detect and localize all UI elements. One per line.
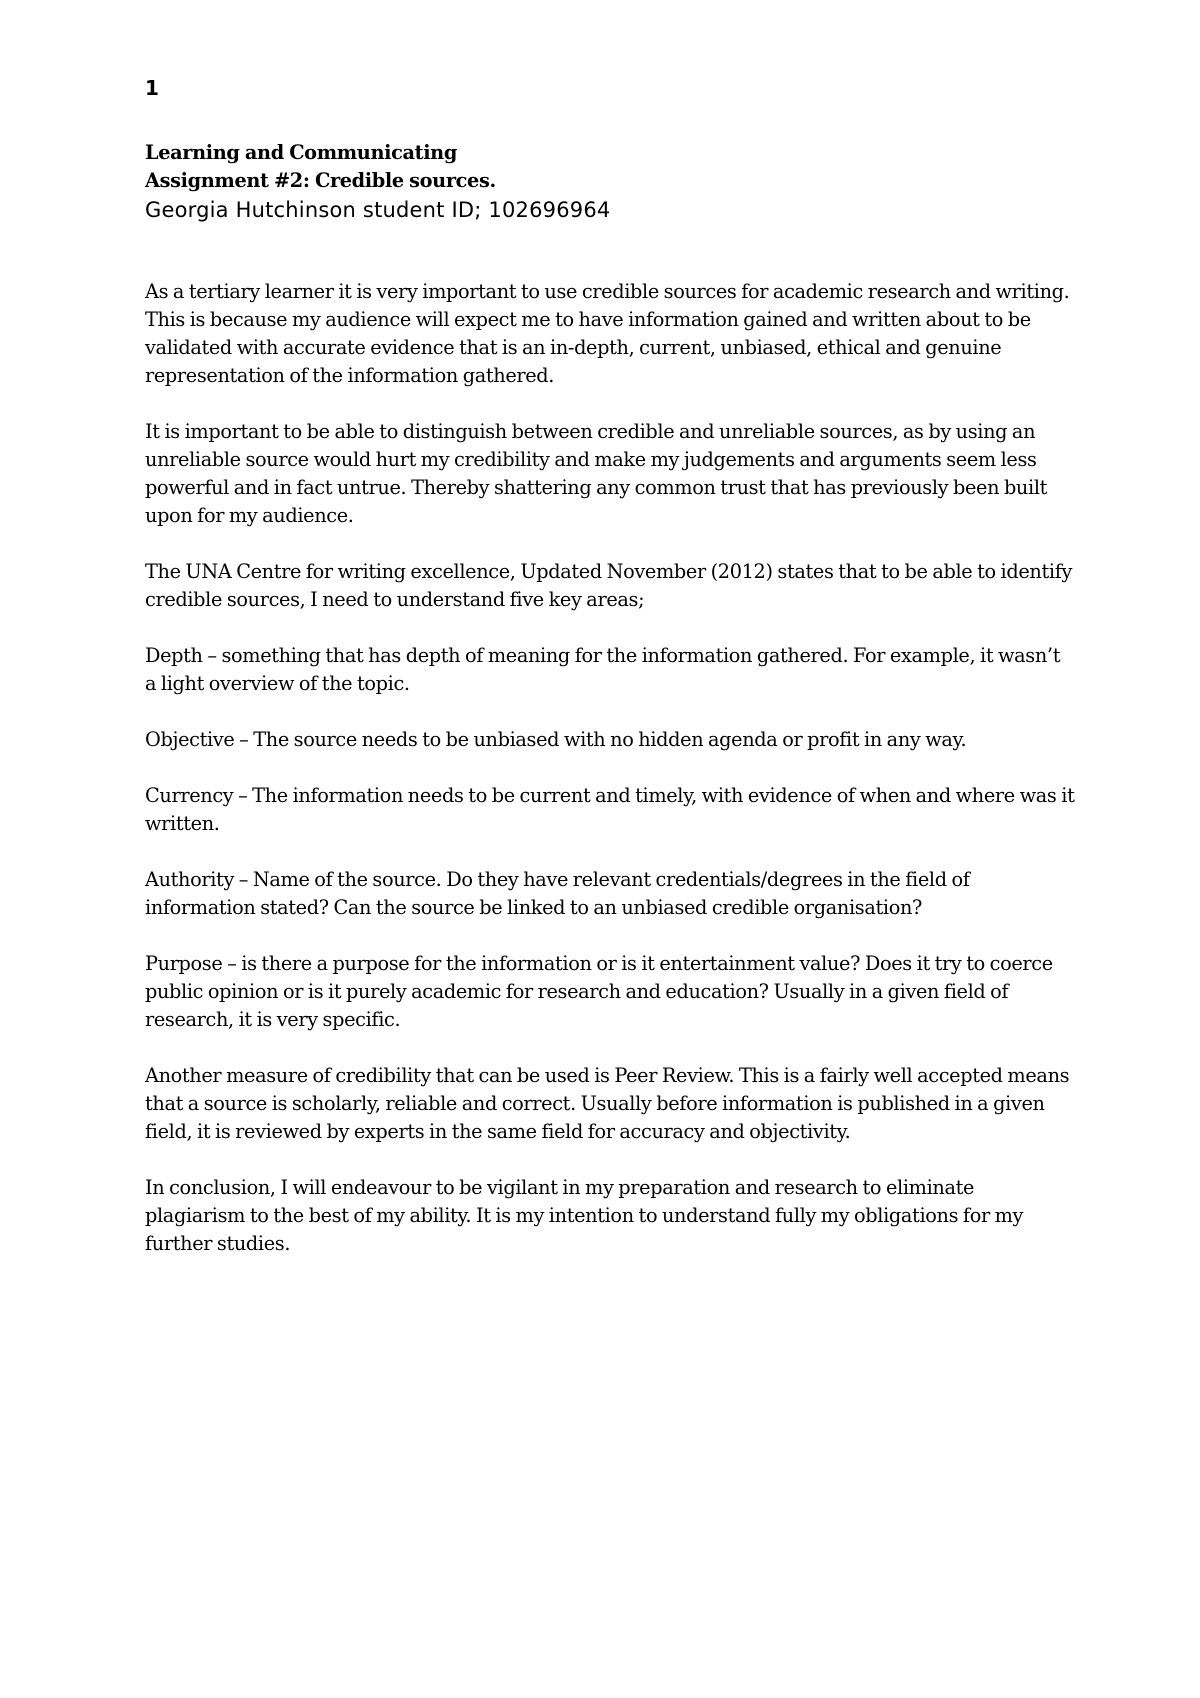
paragraph-currency: Currency – The information needs to be current and timely, with evidence of when and where was it written. — [145, 784, 1075, 835]
page-number: 1 — [145, 76, 159, 100]
paragraph-depth: Depth – something that has depth of meaning for the information gathered. For example, it wasn’t a light overview of the topic. — [145, 644, 1061, 695]
paragraph-intro: As a tertiary learner it is very important to use credible sources for academic research and writing. This is because my audience will expect me to have information gained and written about to be validated with accurate evidence that is an in-depth, current, unbiased, ethical and genuine representation of the information gathered. — [145, 280, 1070, 387]
course-title: Learning and Communicating — [145, 141, 457, 164]
paragraph-peer-review: Another measure of credibility that can be used is Peer Review. This is a fairly well accepted means that a source is scholarly, reliable and correct. Usually before information is published in a given field, it is reviewed by experts in the same field for accuracy and objectivity. — [145, 1064, 1070, 1143]
paragraph-conclusion: In conclusion, I will endeavour to be vigilant in my preparation and research to eliminate plagiarism to the best of my ability. It is my intention to understand fully my obligations for my further studies. — [145, 1176, 1024, 1255]
document-body — [145, 74, 1075, 1286]
author-line: Georgia Hutchinson student ID; 102696964 — [145, 198, 611, 222]
paragraph-purpose: Purpose – is there a purpose for the information or is it entertainment value? Does it try to coerce public opinion or is it purely academic for research and education? Usually in a given field of research, it is very specific. — [145, 952, 1053, 1031]
paragraph-authority: Authority – Name of the source. Do they have relevant credentials/degrees in the field of information stated? Can the source be linked to an unbiased credible organisation? — [145, 868, 970, 919]
assignment-title: Assignment #2: Credible sources. — [145, 169, 496, 192]
paragraph-objective: Objective – The source needs to be unbiased with no hidden agenda or profit in any way. — [145, 728, 967, 751]
paragraph-una-centre: The UNA Centre for writing excellence, Updated November (2012) states that to be able to identify credible sources, I need to understand five key areas; — [145, 560, 1073, 611]
paragraph-distinguish: It is important to be able to distinguish between credible and unreliable sources, as by using an unreliable source would hurt my credibility and make my judgements and arguments seem less powerful and in fact untrue. Thereby shattering any common trust that has previously been built upon for my audience. — [145, 420, 1048, 527]
